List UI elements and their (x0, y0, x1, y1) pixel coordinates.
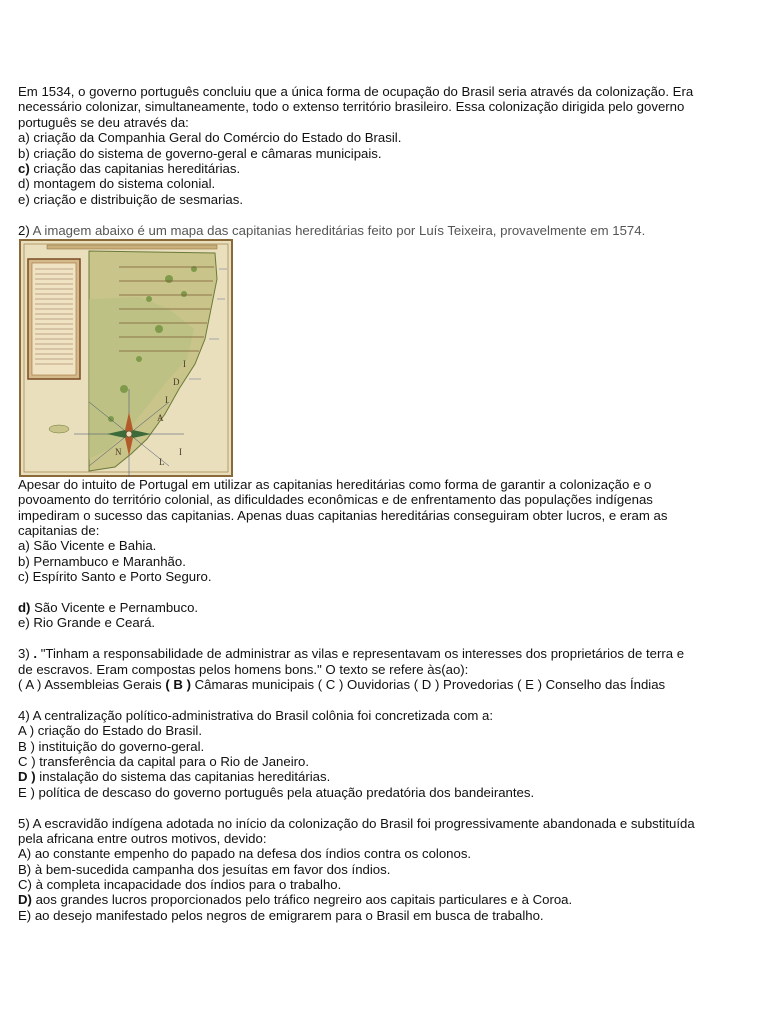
option-letter: B) (18, 861, 32, 877)
map-letter: L (159, 456, 165, 467)
spacer (18, 631, 753, 646)
option-text: montagem do sistema colonial. (29, 176, 216, 192)
answer-option (18, 877, 753, 892)
answer-option (18, 846, 753, 861)
question-5-stem (18, 816, 753, 847)
option-text: ao desejo manifestado pelos negros de emigrarem para o Brasil em busca de trabalho. (31, 907, 544, 923)
answer-option (18, 600, 753, 615)
question-3-options (18, 677, 753, 692)
option-text: criação e distribuição de sesmarias. (29, 191, 244, 207)
option-letter: A) (18, 846, 32, 862)
option-text: aos grandes lucros proporcionados pelo tráfico negreiro aos capitais particulares e à Coroa. (31, 892, 573, 908)
option-text: criação do sistema de governo-geral e câmaras municipais. (29, 145, 382, 161)
spacer (18, 585, 753, 600)
option-letter: a) (18, 538, 30, 554)
option-letter: C ) (18, 753, 36, 769)
map-letter: N (115, 446, 122, 457)
option-text: Espírito Santo e Porto Seguro. (29, 569, 212, 585)
question-3-option-a: ( A ) Assembleias Gerais (18, 676, 166, 692)
option-text: política de descaso do governo português pela atuação predatória dos bandeirantes. (34, 784, 535, 800)
question-3-stem-line (18, 646, 753, 661)
stem-line: português se deu através da: (18, 114, 189, 130)
stem-line: pela africana entre outros motivos, devido: (18, 830, 267, 846)
option-letter: b) (18, 145, 30, 161)
answer-option (18, 739, 753, 754)
map-illustration-icon (19, 239, 233, 477)
map-letter: I (165, 394, 168, 405)
answer-option (18, 161, 753, 176)
option-text: ao constante empenho do papado na defesa dos índios contra os colonos. (31, 846, 472, 862)
option-text: instituição do governo-geral. (34, 738, 205, 754)
answer-option (18, 176, 753, 191)
question-2-options (18, 538, 753, 584)
answer-option (18, 892, 753, 907)
answer-option (18, 538, 753, 553)
answer-option (18, 146, 753, 161)
question-2 (18, 223, 753, 631)
stem-line: 5) A escravidão indígena adotada no início da colonização do Brasil foi progressivamente abandonada e substituída (18, 815, 695, 831)
option-text: criação das capitanias hereditárias. (29, 160, 241, 176)
option-letter: D ) (18, 769, 36, 785)
option-letter: b) (18, 553, 30, 569)
question-1-options (18, 130, 753, 207)
answer-option (18, 785, 753, 800)
option-letter: e) (18, 191, 30, 207)
stem-line: Apesar do intuito de Portugal em utilizar as capitanias hereditárias como forma de garantir a colonização e o (18, 476, 652, 492)
question-1 (18, 84, 753, 207)
option-text: à bem-sucedida campanha dos jesuítas em favor dos índios. (31, 861, 391, 877)
option-letter: A ) (18, 723, 35, 739)
stem-line: necessário colonizar, simultaneamente, todo o extenso território brasileiro. Essa colonização dirigida pelo governo (18, 99, 685, 115)
spacer (18, 800, 753, 815)
historical-map-image (19, 239, 233, 477)
option-letter: d) (18, 600, 31, 616)
answer-option (18, 723, 753, 738)
option-letter: E) (18, 907, 32, 923)
option-letter: c) (18, 569, 29, 585)
question-3 (18, 646, 753, 692)
question-1-stem (18, 84, 753, 130)
document-page (18, 84, 753, 923)
answer-option (18, 862, 753, 877)
option-letter: D) (18, 892, 32, 908)
question-2-number: 2) (18, 222, 33, 238)
question-2-stem (18, 477, 753, 539)
option-letter: B ) (18, 738, 35, 754)
answer-option (18, 615, 753, 630)
question-4-options (18, 723, 753, 800)
option-letter: c) (18, 160, 30, 176)
question-4-stem: 4) A centralização político-administrativa do Brasil colônia foi concretizada com a: (18, 707, 493, 723)
option-text: Rio Grande e Ceará. (29, 615, 156, 631)
answer-option (18, 130, 753, 145)
question-2-intro (18, 223, 753, 238)
option-letter: d) (18, 176, 30, 192)
question-2-intro-text: A imagem abaixo é um mapa das capitanias hereditárias feito por Luís Teixeira, provavelmente em 1574. (32, 222, 646, 238)
map-letter: I (179, 446, 182, 457)
option-letter: C) (18, 877, 32, 893)
answer-option (18, 754, 753, 769)
question-3-stem-text: "Tinham a responsabilidade de administrar as vilas e representavam os interesses dos proprietários de terra e (37, 646, 685, 662)
option-text: transferência da capital para o Rio de Janeiro. (35, 753, 310, 769)
question-3-answer-marker: ( B ) (165, 676, 191, 692)
answer-option (18, 554, 753, 569)
option-text: São Vicente e Pernambuco. (30, 600, 199, 616)
question-5 (18, 816, 753, 924)
option-text: criação da Companhia Geral do Comércio do Estado do Brasil. (29, 130, 402, 146)
option-text: São Vicente e Bahia. (29, 538, 157, 554)
question-5-options (18, 846, 753, 923)
stem-line: capitanias de: (18, 523, 100, 539)
answer-option (18, 192, 753, 207)
option-text: instalação do sistema das capitanias hereditárias. (35, 769, 331, 785)
question-4 (18, 708, 753, 800)
map-letter: I (183, 358, 186, 369)
map-letter: A (157, 412, 164, 423)
map-letter: D (173, 376, 180, 387)
stem-line: Em 1534, o governo português concluiu que a única forma de ocupação do Brasil seria através da colonização. Era (18, 84, 694, 99)
question-3-dot: . (33, 646, 38, 662)
question-3-option-rest: Câmaras municipais ( C ) Ouvidorias ( D ) Provedorias ( E ) Conselho das Índias (190, 676, 666, 692)
stem-line: impediram o sucesso das capitanias. Apenas duas capitanias hereditárias conseguiram obter lucros, e eram as (18, 507, 668, 523)
option-text: à completa incapacidade dos índios para o trabalho. (31, 877, 342, 893)
question-3-stem-line: de escravos. Eram compostas pelos homens bons." O texto se refere às(ao): (18, 661, 469, 677)
option-letter: e) (18, 615, 30, 631)
spacer (18, 207, 753, 222)
question-2-options-cont (18, 600, 753, 631)
answer-option (18, 769, 753, 784)
option-letter: a) (18, 130, 30, 146)
answer-option (18, 569, 753, 584)
option-text: Pernambuco e Maranhão. (29, 553, 186, 569)
answer-option (18, 908, 753, 923)
option-text: criação do Estado do Brasil. (34, 723, 202, 739)
stem-line: povoamento do território colonial, as dificuldades econômicas e de enfrentamento das populações indígenas (18, 492, 653, 508)
question-3-number: 3) (18, 646, 34, 662)
option-letter: E ) (18, 784, 35, 800)
spacer (18, 692, 753, 707)
